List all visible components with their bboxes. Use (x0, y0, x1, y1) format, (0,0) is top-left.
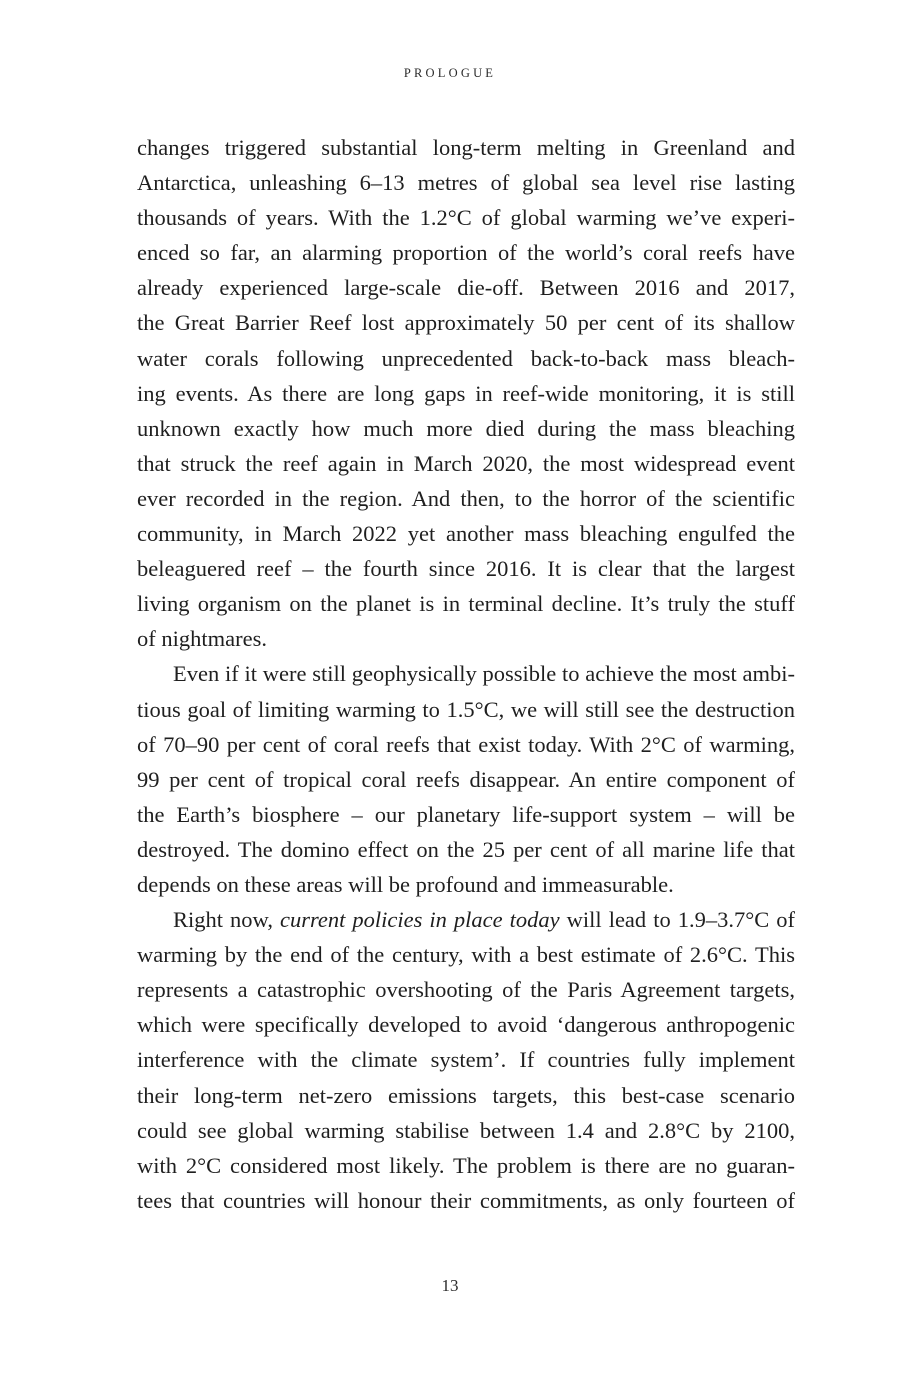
page-number: 13 (441, 1276, 459, 1295)
text-line: depends on these areas will be profound and immeasurable. (137, 871, 674, 897)
running-head: PROLOGUE (403, 66, 497, 80)
text-line: that struck the reef again in March 2020, the most widespread event (137, 450, 795, 476)
text-line: of nightmares. (137, 626, 267, 652)
emphasis: current policies in place today (279, 907, 560, 933)
text-line: living organism on the planet is in terminal decline. It’s truly the stuff (137, 591, 795, 617)
text-line: interference with the climate system’. If countries fully implement (137, 1047, 795, 1073)
text-line (137, 902, 795, 937)
text-line: ing events. As there are long gaps in reef-wide monitoring, it is still (137, 380, 795, 406)
body-text (137, 130, 795, 1218)
paragraph-1 (137, 130, 795, 656)
text-line: unknown exactly how much more died during the mass bleaching (137, 415, 795, 441)
paragraph-3 (137, 902, 795, 1218)
text-run: Right now, (173, 907, 280, 933)
text-line: 99 per cent of tropical coral reefs disappear. An entire component of (137, 766, 795, 792)
text-line: the Great Barrier Reef lost approximately 50 per cent of its shallow (137, 310, 795, 336)
text-line: which were specifically developed to avoid ‘dangerous anthropogenic (137, 1012, 795, 1038)
text-line: Even if it were still geophysically possible to achieve the most ambi- (173, 661, 795, 687)
text-line: changes triggered substantial long-term melting in Greenland and (137, 135, 795, 160)
text-line: tious goal of limiting warming to 1.5°C, we will still see the destruction (137, 696, 795, 722)
text-line: enced so far, an alarming proportion of the world’s coral reefs have (137, 240, 795, 266)
text-line: warming by the end of the century, with a best estimate of 2.6°C. This (137, 942, 795, 968)
text-run: will lead to 1.9–3.7°C of (559, 907, 795, 933)
text-line: represents a catastrophic overshooting of the Paris Agreement targets, (137, 977, 795, 1003)
text-line: community, in March 2022 yet another mass bleaching engulfed the (137, 521, 795, 547)
text-line: Antarctica, unleashing 6–13 metres of global sea level rise lasting (137, 170, 795, 196)
text-line: the Earth’s biosphere – our planetary life-support system – will be (137, 801, 795, 827)
text-line: destroyed. The domino effect on the 25 per cent of all marine life that (137, 836, 795, 862)
text-line: ever recorded in the region. And then, to the horror of the scientific (137, 485, 795, 511)
text-line: of 70–90 per cent of coral reefs that exist today. With 2°C of warming, (137, 731, 795, 757)
text-line: their long-term net-zero emissions targets, this best-case scenario (137, 1082, 795, 1108)
text-line: already experienced large-scale die-off. Between 2016 and 2017, (137, 275, 795, 301)
text-line: tees that countries will honour their commitments, as only fourteen of (137, 1187, 795, 1213)
text-line: water corals following unprecedented back-to-back mass bleach- (137, 345, 795, 371)
text-line: thousands of years. With the 1.2°C of global warming we’ve experi- (137, 205, 795, 231)
text-line: could see global warming stabilise between 1.4 and 2.8°C by 2100, (137, 1117, 795, 1143)
paragraph-2 (137, 656, 795, 902)
text-line: beleaguered reef – the fourth since 2016. It is clear that the largest (137, 556, 795, 582)
text-line: with 2°C considered most likely. The problem is there are no guaran- (137, 1152, 795, 1178)
